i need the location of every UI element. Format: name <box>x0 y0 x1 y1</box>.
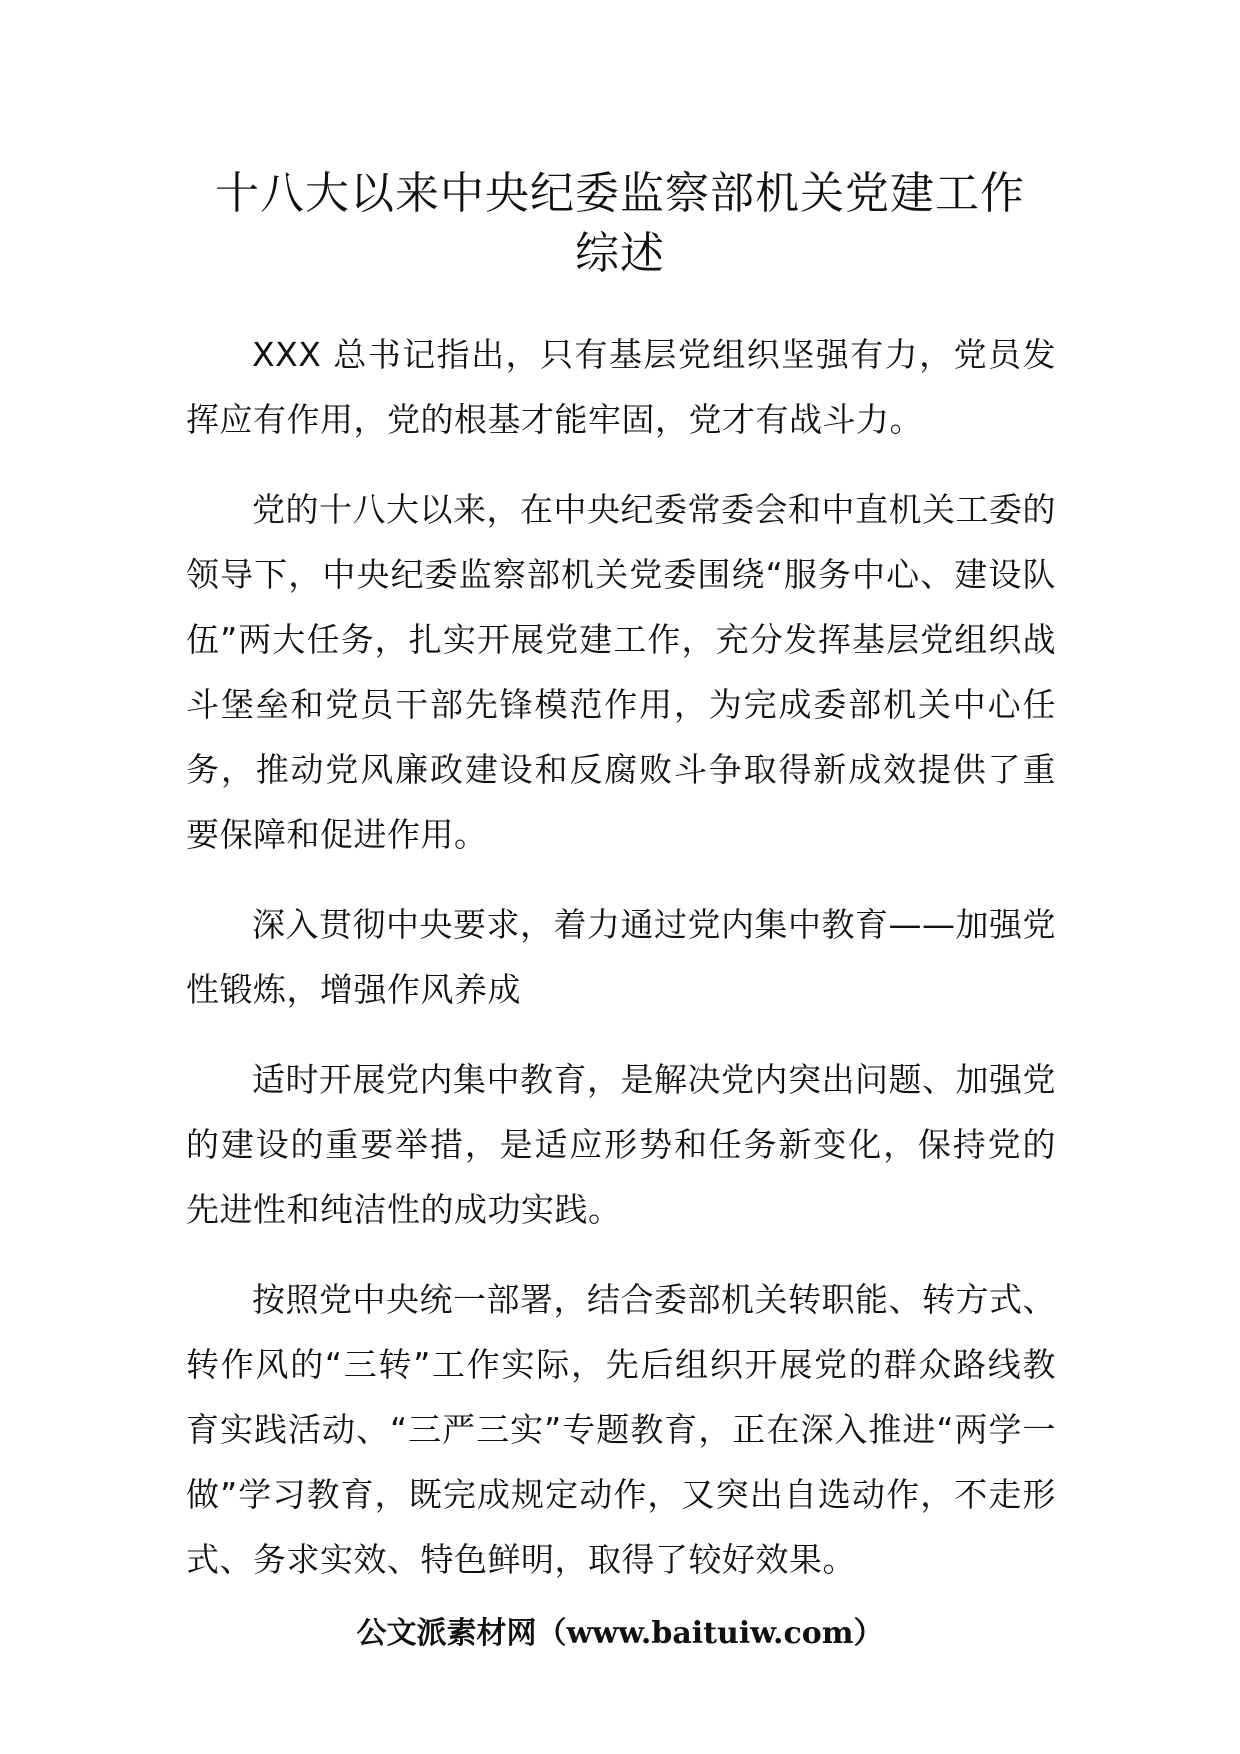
paragraph: 党的十八大以来，在中央纪委常委会和中直机关工委的领导下，中央纪委监察部机关党委围绕“服务中心、建设队伍”两大任务，扎实开展党建工作，充分发挥基层党组织战斗堡垒和党员干部先锋模范作用，为完成委部机关中心任务，推动党风廉政建设和反腐败斗争取得新成效提供了重要保障和促进作用。 <box>186 490 1056 854</box>
paragraph: XXX 总书记指出，只有基层党组织坚强有力，党员发挥应有作用，党的根基才能牢固，党才有战斗力。 <box>186 335 1056 439</box>
document-body <box>186 322 1056 1617</box>
paragraph: 适时开展党内集中教育，是解决党内突出问题、加强党的建设的重要举措，是适应形势和任务新变化，保持党的先进性和纯洁性的成功实践。 <box>186 1060 1056 1229</box>
section-heading-paragraph: 深入贯彻中央要求，着力通过党内集中教育——加强党性锻炼，增强作风养成 <box>186 905 1056 1009</box>
paragraph: 按照党中央统一部署，结合委部机关转职能、转方式、转作风的“三转”工作实际，先后组织开展党的群众路线教育实践活动、“三严三实”专题教育，正在深入推进“两学一做”学习教育，既完成规定动作，又突出自选动作，不走形式、务求实效、特色鲜明，取得了较好效果。 <box>186 1280 1056 1579</box>
document-title <box>160 164 1080 284</box>
title-line-2: 综述 <box>575 228 665 279</box>
source-footer: 公文派素材网（www.baituiw.com） <box>356 1616 884 1651</box>
title-line-1: 十八大以来中央纪委监察部机关党建工作 <box>215 168 1025 219</box>
